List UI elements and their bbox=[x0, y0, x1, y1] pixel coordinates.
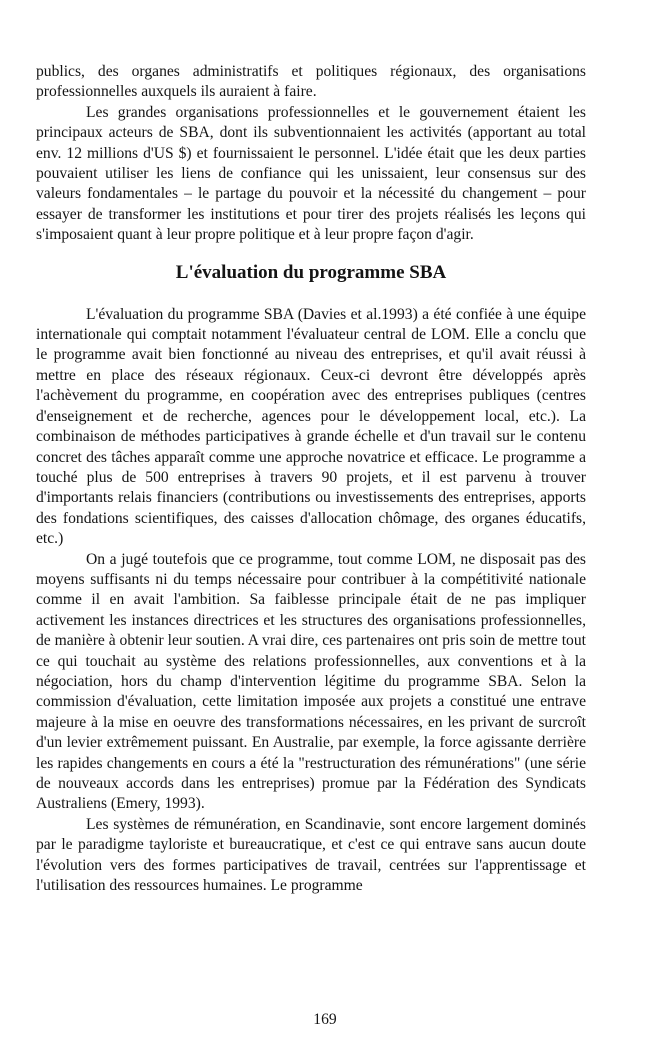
page-body bbox=[36, 62, 586, 896]
section-heading: L'évaluation du programme SBA bbox=[175, 261, 447, 283]
paragraph-critique: On a jugé toutefois que ce programme, tout comme LOM, ne disposait pas des moyens suffisants ni du temps nécessaire pour contribuer à la compétitivité nationale comme il en avait l'ambition. Sa faiblesse principale était de ne pas impliquer activement les instances directrices et les structures des organisations professionnelles, de manière à obtenir leur soutien. A vrai dire, ces partenaires ont pris soin de mettre tout ce qui touchait au système des relations professionnelles, aux conventions et à la négociation, hors du champ d'intervention légitime du programme SBA. Selon la commission d'évaluation, cette limitation imposée aux projets a constitué une entrave majeure à la mise en oeuvre des transformations nécessaires, en les privant de surcroît d'un levier extrêmement puissant. En Australie, par exemple, la force agissante derrière les rapides changements en cours a été la "restructuration des rémunérations" (une série de nouveaux accords dans les entreprises) promue par la Fédération des Syndicats Australiens (Emery, 1993). bbox=[36, 550, 586, 813]
paragraph-organisations: Les grandes organisations professionnelles et le gouvernement étaient les principaux acteurs de SBA, dont ils subventionnaient les activités (apportant au total env. 12 millions d'US $) et fournissaient le personnel. L'idée était que les deux parties pouvaient utiliser les liens de confiance qui les unissaient, leur consensus sur des valeurs fondamentales – le partage du pouvoir et la nécessité du changement – pour essayer de transformer les institutions et pour tirer des projets réalisés les leçons qui s'imposaient quant à leur propre politique et à leur propre façon d'agir. bbox=[36, 103, 586, 244]
paragraph-evaluation: L'évaluation du programme SBA (Davies et al.1993) a été confiée à une équipe internationale qui comptait notamment l'évaluateur central de LOM. Elle a conclu que le programme avait bien fonctionné au niveau des entreprises, et qu'il avait réussi à mettre en place des réseaux régionaux. Ceux-ci devront être développés après l'achèvement du programme, en coopération avec des entreprises publiques (centres d'enseignement et de recherche, agences pour le développement local, etc.). La combinaison de méthodes participatives à grande échelle et d'un travail sur le contenu concret des tâches apparaît comme une approche novatrice et efficace. Le programme a touché plus de 500 entreprises à travers 90 projets, et il est parvenu à trouver d'importants relais financiers (contributions ou investissements des entreprises, apports des fondations scientifiques, des caisses d'allocation chômage, des organes éducatifs, etc.) bbox=[36, 305, 586, 548]
page-number: 169 bbox=[313, 1011, 337, 1028]
paragraph-remuneration: Les systèmes de rémunération, en Scandinavie, sont encore largement dominés par le paradigme tayloriste et bureaucratique, et c'est ce qui entrave sans aucun doute l'évolution vers des formes participatives de travail, centrées sur l'apprentissage et l'utilisation des ressources humaines. Le programme bbox=[36, 815, 586, 895]
paragraph-continuation: publics, des organes administratifs et politiques régionaux, des organisations professionnelles auxquels ils auraient à faire. bbox=[36, 63, 586, 101]
